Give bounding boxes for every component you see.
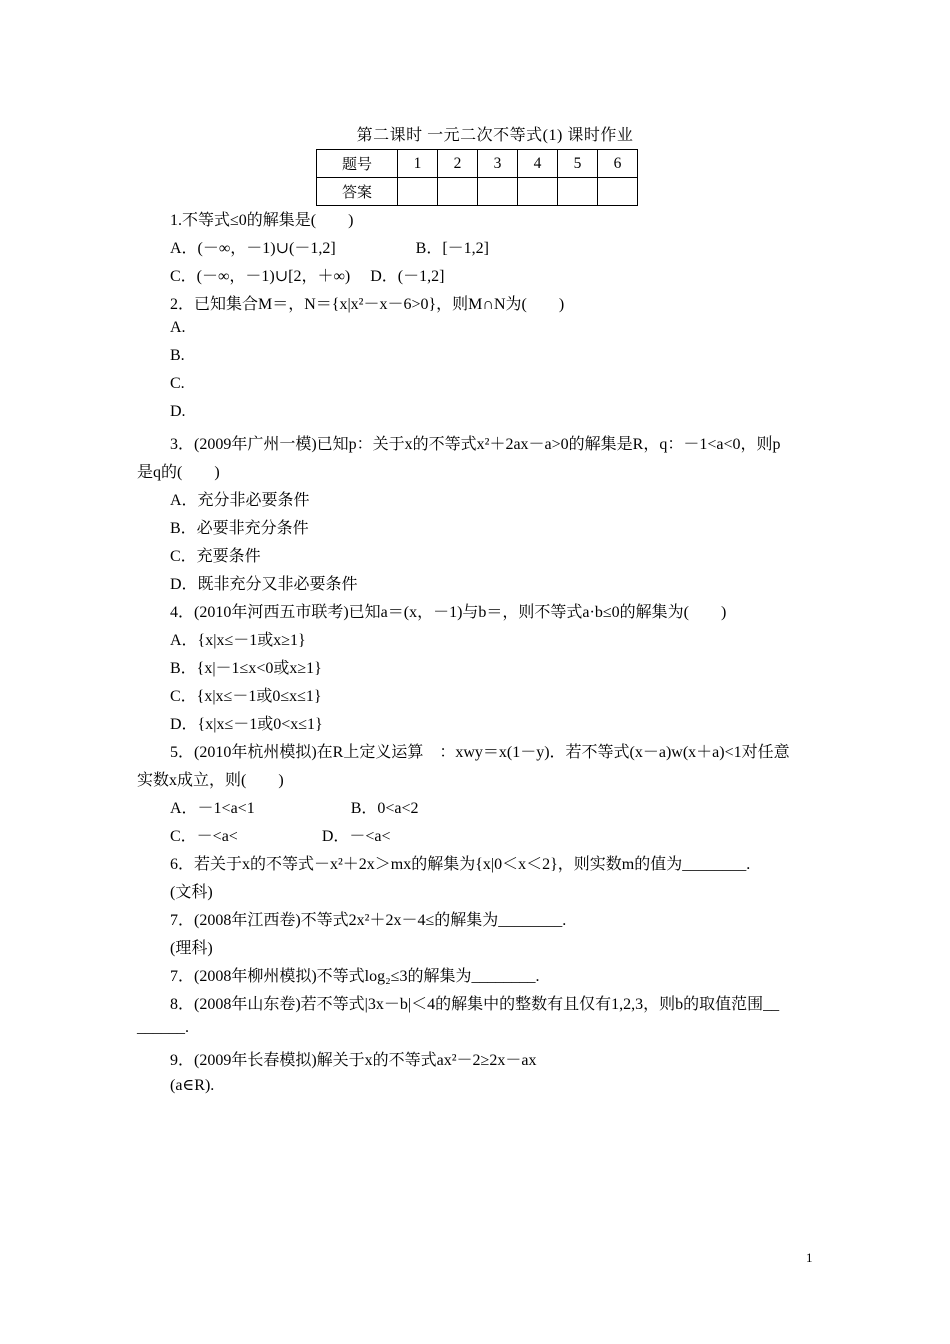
- question-2-option-b: B.: [170, 347, 185, 364]
- answer-cell: [518, 178, 558, 206]
- question-4-option-b: B．{x|－1≤x<0或x≥1}: [170, 660, 322, 677]
- page-title: 第二课时 一元二次不等式(1) 课时作业: [356, 127, 634, 144]
- question-7-liberal: 7．(2008年江西卷)不等式2x²＋2x－4≤的解集为________.: [170, 912, 567, 929]
- question-number-cell: 6: [598, 150, 638, 178]
- answer-cell: [438, 178, 478, 206]
- question-number-cell: 5: [558, 150, 598, 178]
- row-label-number: 题号: [317, 150, 398, 178]
- question-number-cell: 1: [398, 150, 438, 178]
- question-2-option-a: A.: [170, 319, 186, 336]
- answer-table: [316, 149, 638, 206]
- question-3-option-a: A．充分非必要条件: [170, 492, 310, 509]
- question-5-continued: 实数x成立，则( ): [137, 772, 284, 789]
- question-number-cell: 4: [518, 150, 558, 178]
- question-9: 9．(2009年长春模拟)解关于x的不等式ax²－2≥2x－ax: [170, 1052, 537, 1069]
- question-4-option-d: D．{x|x≤－1或0<x≤1}: [170, 716, 323, 733]
- section-science: (理科): [170, 940, 213, 957]
- question-3: 3．(2009年广州一模)已知p：关于x的不等式x²＋2ax－a>0的解集是R，q：－1<a<0，则p: [170, 436, 781, 453]
- question-1-options-ab: A．(－∞，－1)∪(－1,2] B．[－1,2]: [170, 240, 490, 257]
- page-number: 1: [806, 1250, 813, 1265]
- answer-cell: [558, 178, 598, 206]
- question-2-option-d: D.: [170, 403, 186, 420]
- answer-table-header-row: [317, 150, 638, 178]
- answer-table-answer-row: [317, 178, 638, 206]
- question-number-cell: 2: [438, 150, 478, 178]
- question-6: 6．若关于x的不等式－x²＋2x＞mx的解集为{x|0＜x＜2}，则实数m的值为________.: [170, 856, 751, 873]
- question-2: 2．已知集合M＝，N＝{x|x²－x－6>0}，则M∩N为( ): [170, 296, 565, 313]
- question-1: 1.不等式≤0的解集是( ): [170, 212, 354, 229]
- question-4: 4．(2010年河西五市联考)已知a＝(x，－1)与b＝，则不等式a·b≤0的解集为( ): [170, 604, 727, 621]
- question-7-science: 7．(2008年柳州模拟)不等式log₂≤3的解集为________.: [170, 968, 540, 985]
- question-3-option-c: C．充要条件: [170, 548, 261, 565]
- question-5-options-cd: C．－<a< D．－<a<: [170, 828, 391, 845]
- answer-cell: [598, 178, 638, 206]
- question-5-options-ab: A．－1<a<1 B．0<a<2: [170, 800, 419, 817]
- question-4-option-c: C．{x|x≤－1或0≤x≤1}: [170, 688, 322, 705]
- question-2-option-c: C.: [170, 375, 185, 392]
- question-3-option-b: B．必要非充分条件: [170, 520, 309, 537]
- question-3-option-d: D．既非充分又非必要条件: [170, 576, 358, 593]
- row-label-answer: 答案: [317, 178, 398, 206]
- question-4-option-a: A．{x|x≤－1或x≥1}: [170, 632, 306, 649]
- question-8: 8．(2008年山东卷)若不等式|3x－b|＜4的解集中的整数有且仅有1,2,3，则b的取值范围__: [170, 996, 780, 1013]
- question-1-options-cd: C．(－∞，－1)∪[2，＋∞) D．(－1,2]: [170, 268, 445, 285]
- answer-cell: [478, 178, 518, 206]
- question-5: 5．(2010年杭州模拟)在R上定义运算 ：xwy＝x(1－y)．若不等式(x－a)w(x＋a)<1对任意: [170, 744, 790, 761]
- question-3-continued: 是q的( ): [137, 464, 220, 481]
- section-liberal-arts: (文科): [170, 884, 213, 901]
- answer-cell: [398, 178, 438, 206]
- question-number-cell: 3: [478, 150, 518, 178]
- question-8-continued: ______.: [137, 1019, 189, 1036]
- question-9-continued: (a∈R).: [170, 1077, 215, 1094]
